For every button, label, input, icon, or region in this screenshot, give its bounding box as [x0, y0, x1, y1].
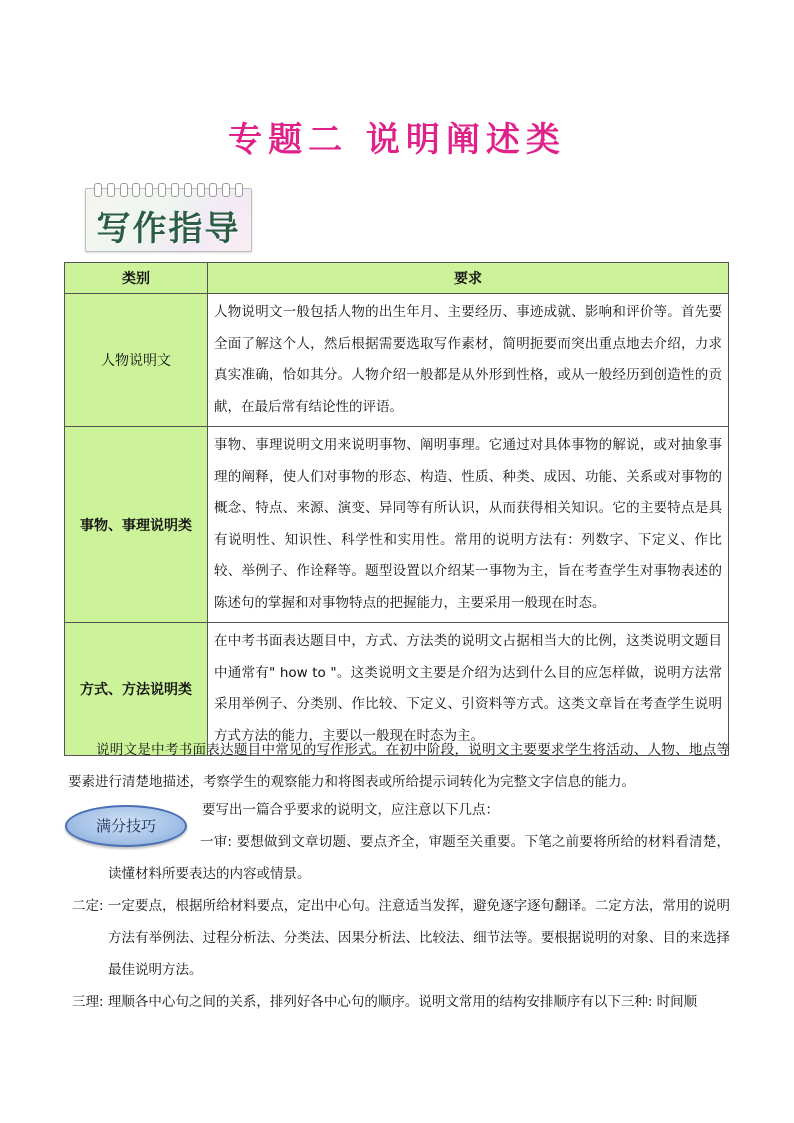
tips-intro: 要写出一篇合乎要求的说明文，应注意以下几点： [202, 802, 499, 818]
header-category: 类别 [65, 263, 208, 294]
tip-two: 二定: 一定要点，根据所给材料要点，定出中心句。注意适当发挥，避免逐字逐句翻译。二定方法，常用的说明方法有举例法、过程分析法、分类法、因果分析法、比较法、细节法等。要根据说明的对象、目的来选择最佳说明方法。 [72, 898, 730, 978]
table-header-row [65, 263, 729, 294]
row-category: 人物说明文 [65, 294, 208, 427]
requirements-table [64, 262, 729, 756]
row-requirement: 事物、事理说明文用来说明事物、阐明事理。它通过对具体事物的解说，或对抽象事理的阐释，使人们对事物的形态、构造、性质、种类、成因、功能、关系或对事物的概念、特点、来源、演变、异同等有所认识，从而获得相关知识。它的主要特点是具有说明性、知识性、科学性和实用性。常用的说明方法有：列数字、下定义、作比较、举例子、作诠释等。题型设置以介绍某一事物为主，旨在考查学生对事物表述的陈述句的掌握和对事物特点的把握能力，主要采用一般现在时态。 [208, 427, 729, 623]
banner-text: 写作指导 [96, 209, 241, 249]
tip-one: 一审: 要想做到文章切题、要点齐全，审题至关重要。下笔之前要将所给的材料看清楚，读懂材料所要表达的内容或情景。 [108, 834, 730, 882]
header-requirement: 要求 [208, 263, 729, 294]
table-row [65, 294, 729, 427]
binder-rings [94, 183, 243, 195]
row-requirement: 人物说明文一般包括人物的出生年月、主要经历、事迹成就、影响和评价等。首先要全面了解这个人，然后根据需要选取写作素材，简明扼要而突出重点地去介绍，力求真实准确，恰如其分。人物介绍一般都是从外形到性格，或从一般经历到创造性的贡献，在最后常有结论性的评语。 [208, 294, 729, 427]
row-category: 事物、事理说明类 [65, 427, 208, 623]
intro-paragraph: 说明文是中考书面表达题目中常见的写作形式。在初中阶段，说明文主要要求学生将活动、人物、地点等要素进行清楚地描述，考察学生的观察能力和将图表或所给提示词转化为完整文字信息的能力。 [68, 742, 730, 790]
writing-guide-banner [85, 188, 252, 252]
row-requirement: 在中考书面表达题目中，方式、方法类的说明文占据相当大的比例，这类说明文题目中通常有" how to "。这类说明文主要是介绍为达到什么目的应怎样做，说明方法常采用举例子、分类别、作比较、下定义、引资料等方式。这类文章旨在考查学生说明方式方法的能力，主要以一般现在时态为主。 [208, 623, 729, 756]
row-category: 方式、方法说明类 [65, 623, 208, 756]
table-row [65, 427, 729, 623]
tip-three: 三理: 理顺各中心句之间的关系，排列好各中心句的顺序。说明文常用的结构安排顺序有以下三种: 时间顺 [72, 994, 698, 1010]
page-title: 专题二 说明阐述类 [228, 120, 566, 160]
full-score-tips-badge: 满分技巧 [65, 805, 187, 847]
